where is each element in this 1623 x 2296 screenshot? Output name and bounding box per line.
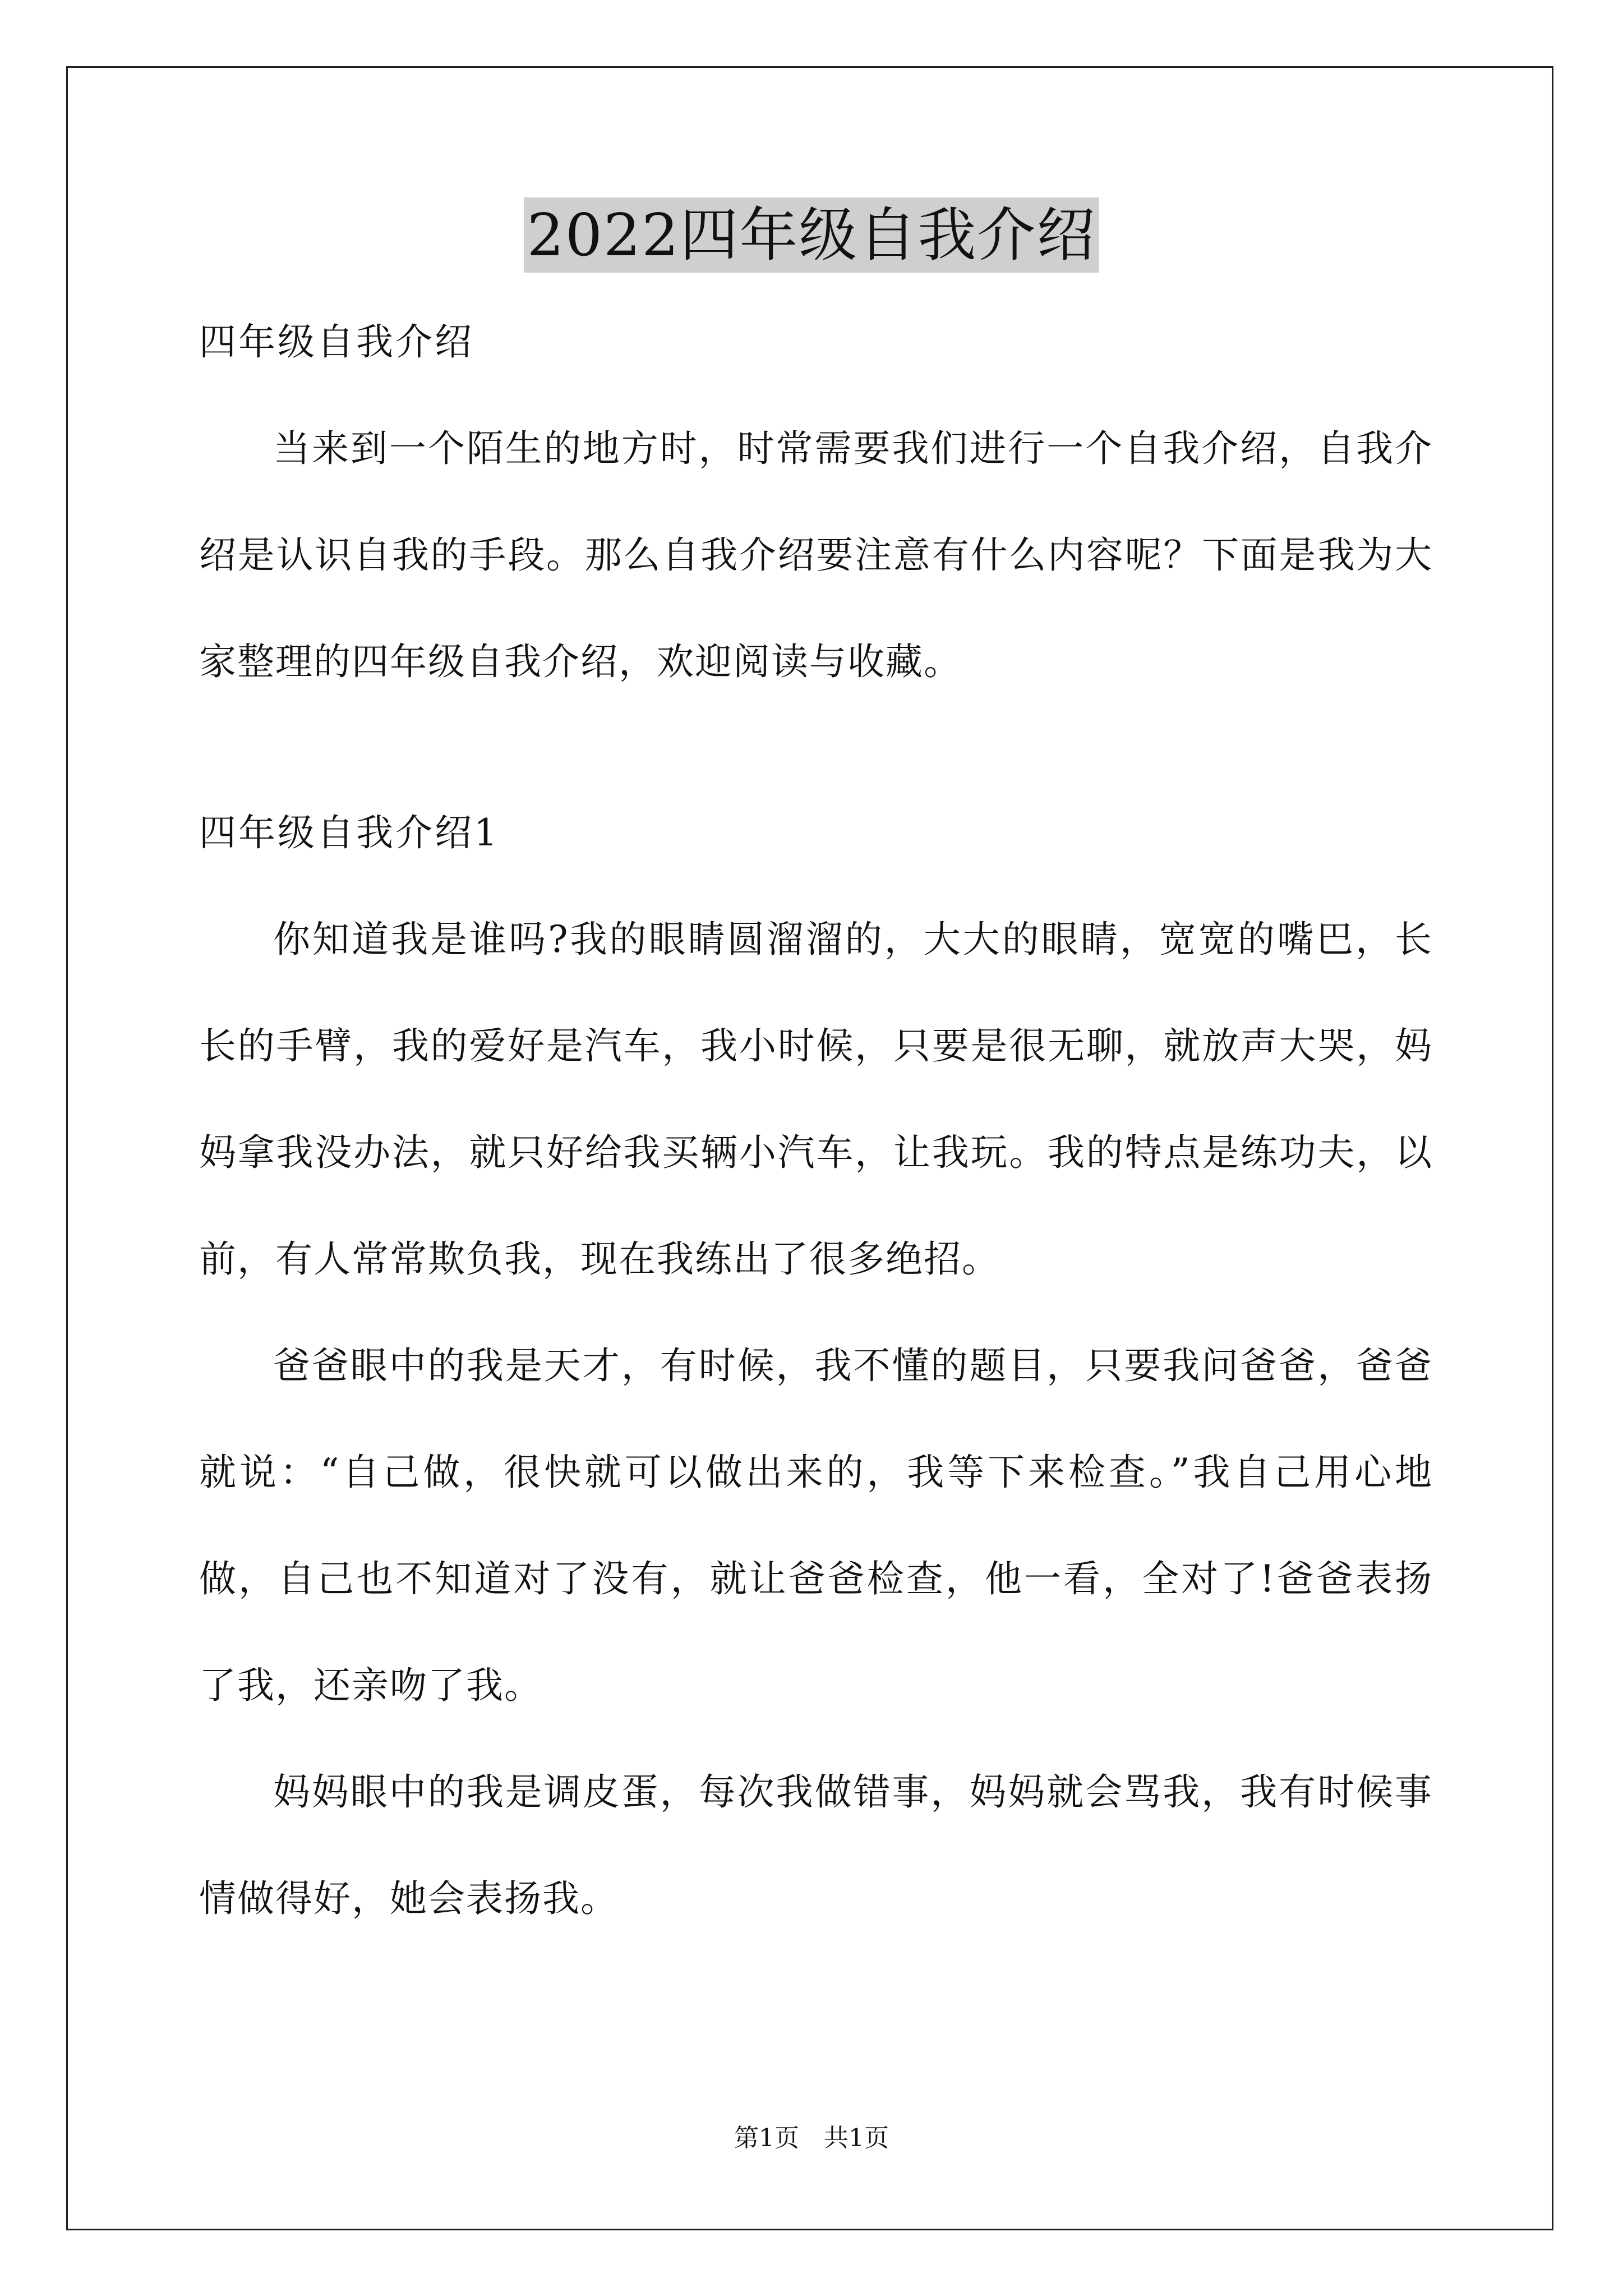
section-heading: 四年级自我介绍1 [199,811,500,854]
document-title: 2022四年级自我介绍 [524,197,1100,273]
body-paragraph-2: 爸爸眼中的我是天才，有时候，我不懂的题目，只要我问爸爸，爸爸就说：“自己做，很快就可以做出来的，我等下来检查。”我自己用心地做，自己也不知道对了没有，就让爸爸检查，他一看，全对了!爸爸表扬了我，还亲吻了我。 [199,1344,1433,1707]
title-container [0,197,1623,273]
body-paragraph-3: 妈妈眼中的我是调皮蛋，每次我做错事，妈妈就会骂我，我有时候事情做得好，她会表扬我。 [199,1770,1433,1920]
document-body [199,314,1433,1952]
intro-paragraph: 当来到一个陌生的地方时，时常需要我们进行一个自我介绍，自我介绍是认识自我的手段。那么自我介绍要注意有什么内容呢？下面是我为大家整理的四年级自我介绍，欢迎阅读与收藏。 [199,427,1433,683]
page-footer [0,2122,1623,2155]
page-number-label: 第1页 共1页 [734,2124,889,2152]
intro-heading: 四年级自我介绍 [199,320,474,364]
body-paragraph-1: 你知道我是谁吗?我的眼睛圆溜溜的，大大的眼睛，宽宽的嘴巴，长长的手臂，我的爱好是汽车，我小时候，只要是很无聊，就放声大哭，妈妈拿我没办法，就只好给我买辆小汽车，让我玩。我的特点是练功夫，以前，有人常常欺负我，现在我练出了很多绝招。 [199,918,1433,1281]
